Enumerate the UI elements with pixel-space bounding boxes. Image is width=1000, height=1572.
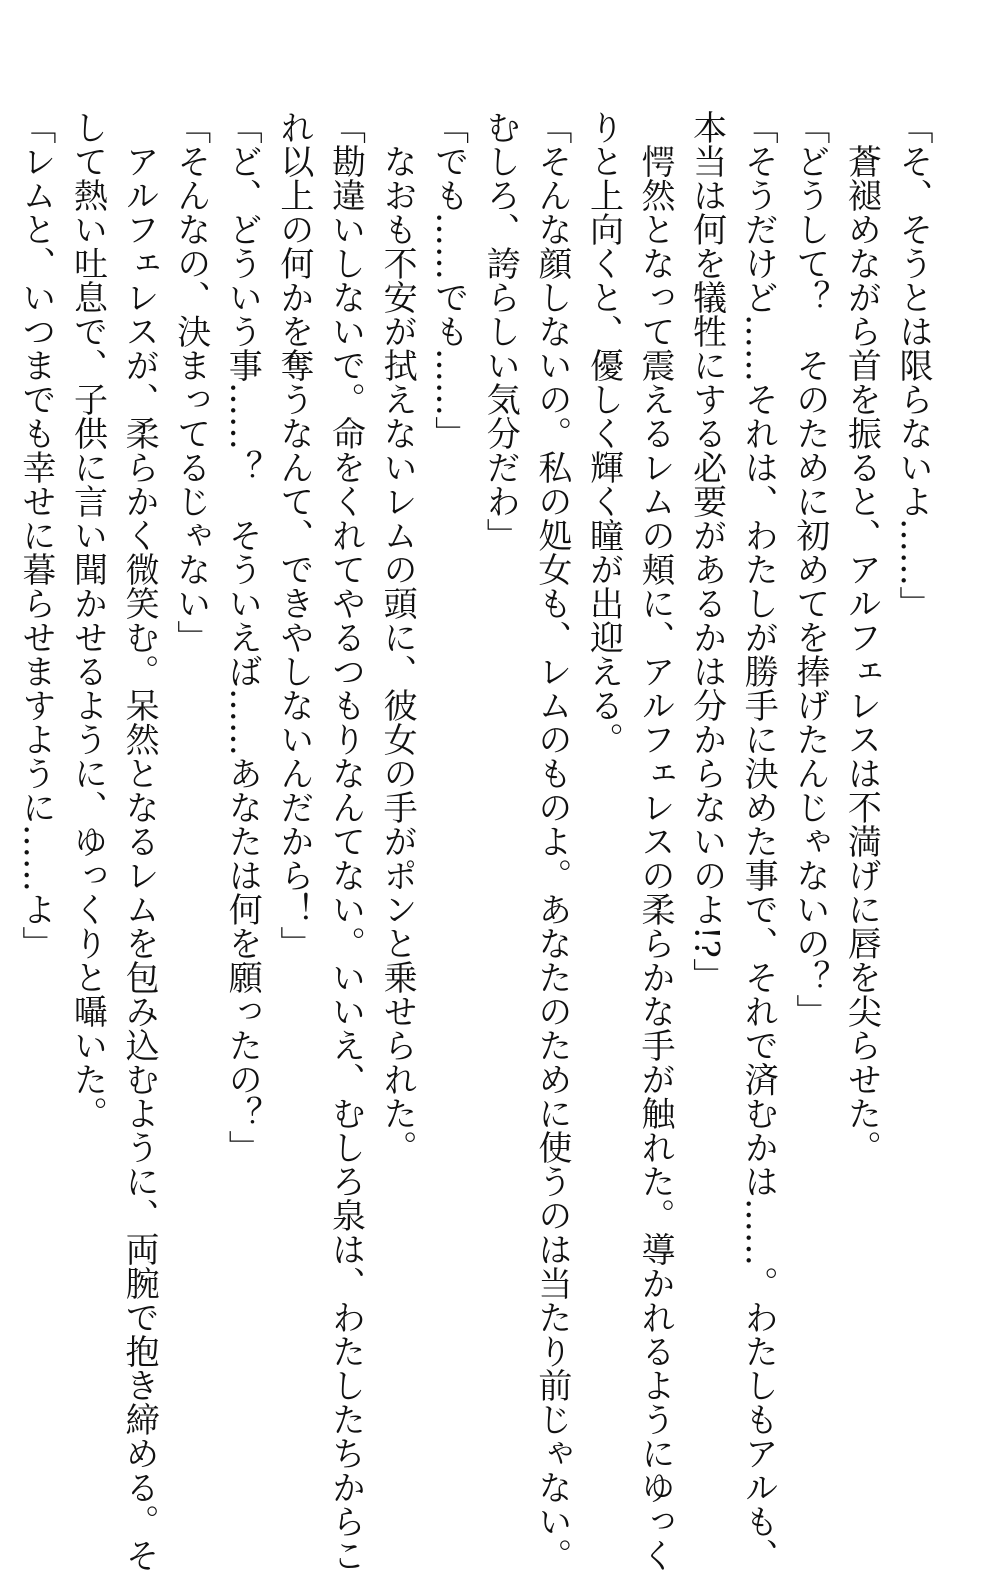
text-line: りと上向くと、優しく輝く瞳が出迎える。 <box>583 110 624 756</box>
text-line: 「ど、どういう事……？ そういえば……あなたは何を願ったの？」 <box>222 110 263 1164</box>
vertical-text-body <box>9 110 938 1572</box>
text-line: なおも不安が拭えないレムの頭に、彼女の手がポンと乗せられた。 <box>377 110 418 1164</box>
text-line: 「そんなの、決まってるじゃない」 <box>170 110 211 654</box>
text-line: れ以上の何かを奪うなんて、できやしないんだから！」 <box>273 110 314 960</box>
text-line: アルフェレスが、柔らかく微笑む。呆然となるレムを包み込むように、両腕で抱き締める。そ <box>119 110 160 1572</box>
text-line: 「そんな顔しないの。私の処女も、レムのものよ。あなたのために使うのは当たり前じゃない。 <box>531 110 572 1572</box>
text-line: 「そ、そうとは限らないよ……」 <box>893 110 933 620</box>
text-line: 「勘違いしないで。命をくれてやるつもりなんてない。いいえ、むしろ泉は、わたしたちからこ <box>325 110 366 1572</box>
text-line: 「でも……でも……」 <box>428 110 469 450</box>
text-line: 本当は何を犠牲にする必要があるかは分からないのよ!?」 <box>686 110 727 992</box>
text-line: 「そうだけど……それは、わたしが勝手に決めた事で、それで済むかは……。わたしもアルも、 <box>738 110 779 1572</box>
text-line: 「レムと、いつまでも幸せに暮らせますように……よ」 <box>15 110 56 960</box>
text-line: して熱い吐息で、子供に言い聞かせるように、ゆっくりと囁いた。 <box>67 110 108 1130</box>
text-line: 愕然となって震えるレムの頬に、アルフェレスの柔らかな手が触れた。導かれるようにゆっく <box>635 110 676 1572</box>
text-line: 「どうして？ そのために初めてを捧げたんじゃないの？」 <box>789 110 830 1028</box>
text-line: 蒼褪めながら首を振ると、アルフェレスは不満げに唇を尖らせた。 <box>841 110 882 1164</box>
text-line: むしろ、誇らしい気分だわ」 <box>480 110 521 552</box>
